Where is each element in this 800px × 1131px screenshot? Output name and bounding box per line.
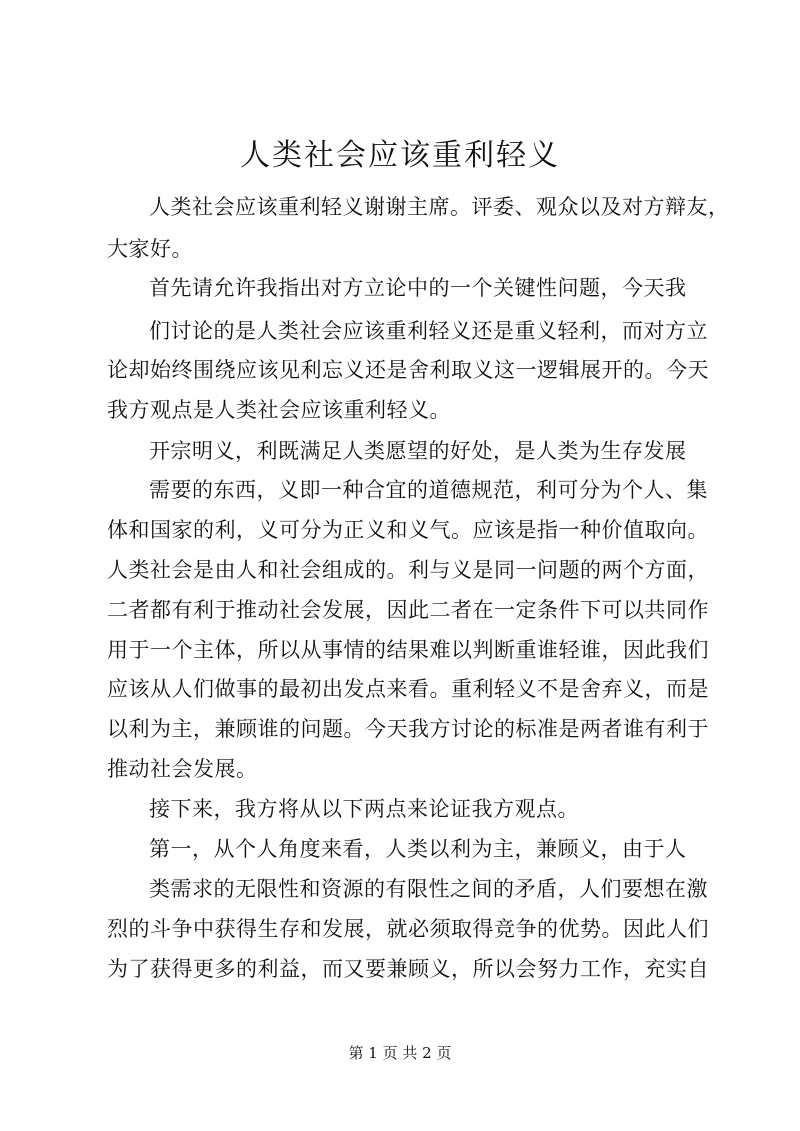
- text-line-8: 需要的东西，义即一种合宜的道德规范，利可分为个人、集: [149, 478, 708, 502]
- text-line-13: 应该从人们做事的最初出发点来看。重利轻义不是舍弃义，而是: [107, 677, 709, 701]
- text-line-9: 体和国家的利，义可分为正义和义气。应该是指一种价值取向。: [107, 518, 709, 542]
- text-line-1: 人类社会应该重利轻义谢谢主席。评委、观众以及对方辩友，: [149, 195, 730, 219]
- text-line-3: 首先请允许我指出对方立论中的一个关键性问题，今天我: [149, 276, 687, 300]
- page-footer: 第 1 页 共 2 页: [348, 1044, 452, 1062]
- text-line-14: 以利为主，兼顾谁的问题。今天我方讨论的标准是两者谁有利于: [107, 717, 709, 741]
- text-line-2: 大家好。: [107, 237, 193, 261]
- text-line-18: 类需求的无限性和资源的有限性之间的矛盾，人们要想在激: [149, 877, 708, 901]
- text-line-5: 论却始终围绕应该见利忘义还是舍利取义这一逻辑展开的。今天: [107, 358, 709, 382]
- text-line-7: 开宗明义，利既满足人类愿望的好处，是人类为生存发展: [149, 439, 687, 463]
- text-line-16: 接下来，我方将从以下两点来论证我方观点。: [149, 797, 579, 821]
- text-line-6: 我方观点是人类社会应该重利轻义。: [107, 398, 451, 422]
- text-line-19: 烈的斗争中获得生存和发展，就必须取得竞争的优势。因此人们: [107, 917, 709, 941]
- document-title: 人类社会应该重利轻义: [240, 138, 560, 173]
- text-line-12: 用于一个主体，所以从事情的结果难以判断重谁轻谁，因此我们: [107, 638, 709, 662]
- text-line-10: 人类社会是由人和社会组成的。利与义是同一问题的两个方面，: [107, 558, 709, 582]
- text-line-4: 们讨论的是人类社会应该重利轻义还是重义轻利，而对方立: [149, 319, 708, 343]
- text-line-15: 推动社会发展。: [107, 757, 258, 781]
- text-line-17: 第一，从个人角度来看，人类以利为主，兼顾义，由于人: [149, 837, 687, 861]
- text-line-20: 为了获得更多的利益，而又要兼顾义，所以会努力工作，充实自: [107, 957, 709, 981]
- text-line-11: 二者都有利于推动社会发展，因此二者在一定条件下可以共同作: [107, 598, 709, 622]
